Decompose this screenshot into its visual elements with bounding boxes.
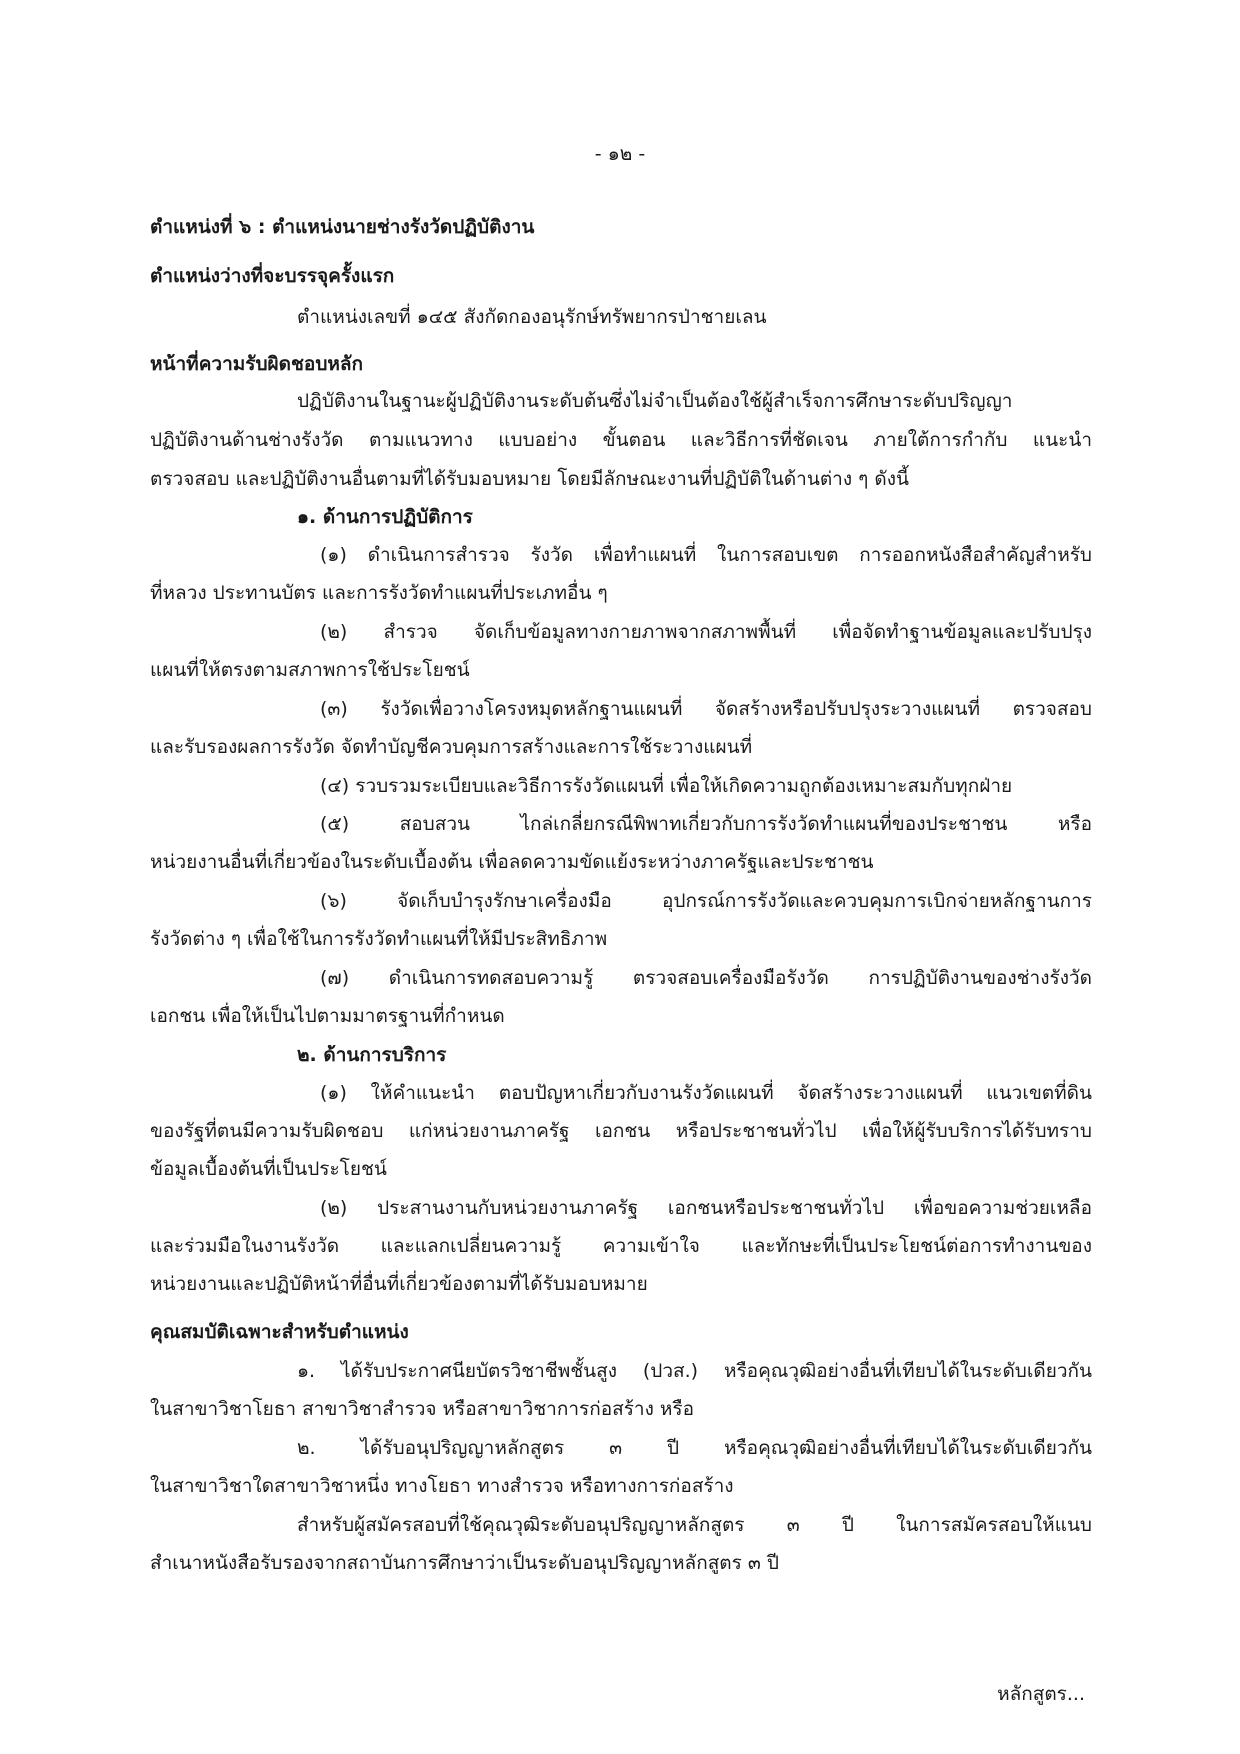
operations-item-line: หน่วยงานอื่นที่เกี่ยวข้องในระดับเบื้องต้น เพื่อลดความขัดแย้งระหว่างภาครัฐและประชาชน bbox=[150, 851, 874, 873]
operations-item-line: (๖) จัดเก็บบำรุงรักษาเครื่องมือ อุปกรณ์การรังวัดและควบคุมการเบิกจ่ายหลักฐานการ bbox=[320, 890, 1092, 912]
operations-item-line: (๒) สำรวจ จัดเก็บข้อมูลทางกายภาพจากสภาพพื้นที่ เพื่อจัดทำฐานข้อมูลและปรับปรุง bbox=[320, 621, 1092, 643]
operations-item-line: (๓) รังวัดเพื่อวางโครงหมุดหลักฐานแผนที่ จัดสร้างหรือปรับปรุงระวางแผนที่ ตรวจสอบ bbox=[320, 698, 1092, 720]
service-item-line: (๒) ประสานงานกับหน่วยงานภาครัฐ เอกชนหรือประชาชนทั่วไป เพื่อขอความช่วยเหลือ bbox=[320, 1197, 1092, 1219]
service-heading: ๒. ด้านการบริการ bbox=[297, 1044, 447, 1066]
service-item-line: และร่วมมือในงานรังวัด และแลกเปลี่ยนความรู้ ความเข้าใจ และทักษะที่เป็นประโยชน์ต่อการทำงานของ bbox=[150, 1235, 1092, 1257]
operations-item-line: รังวัดต่าง ๆ เพื่อใช้ในการรังวัดทำแผนที่ให้มีประสิทธิภาพ bbox=[150, 928, 608, 950]
qualification-line: สำหรับผู้สมัครสอบที่ใช้คุณวุฒิระดับอนุปริญญาหลักสูตร ๓ ปี ในการสมัครสอบให้แนบ bbox=[297, 1514, 1092, 1536]
qualification-line: ๑. ได้รับประกาศนียบัตรวิชาชีพชั้นสูง (ปวส.) หรือคุณวุฒิอย่างอื่นที่เทียบได้ในระดับเดียวกัน bbox=[297, 1360, 1092, 1382]
service-item-line: (๑) ให้คำแนะนำ ตอบปัญหาเกี่ยวกับงานรังวัดแผนที่ จัดสร้างระวางแผนที่ แนวเขตที่ดิน bbox=[320, 1082, 1092, 1104]
duties-heading: หน้าที่ความรับผิดชอบหลัก bbox=[150, 353, 364, 375]
qualification-line: สำเนาหนังสือรับรองจากสถาบันการศึกษาว่าเป็นระดับอนุปริญญาหลักสูตร ๓ ปี bbox=[150, 1552, 779, 1574]
service-item-line: หน่วยงานและปฏิบัติหน้าที่อื่นที่เกี่ยวข้องตามที่ได้รับมอบหมาย bbox=[150, 1273, 648, 1295]
qualification-line: ๒. ได้รับอนุปริญญาหลักสูตร ๓ ปี หรือคุณวุฒิอย่างอื่นที่เทียบได้ในระดับเดียวกัน bbox=[297, 1437, 1092, 1459]
operations-item-line: (๔) รวบรวมระเบียบและวิธีการรังวัดแผนที่ เพื่อให้เกิดความถูกต้องเหมาะสมกับทุกฝ่าย bbox=[320, 775, 1013, 797]
operations-item-line: ที่หลวง ประทานบัตร และการรังวัดทำแผนที่ประเภทอื่น ๆ bbox=[150, 582, 608, 604]
position-title: ตำแหน่งที่ ๖ : ตำแหน่งนายช่างรังวัดปฏิบัติงาน bbox=[150, 216, 535, 238]
operations-item-line: และรับรองผลการรังวัด จัดทำบัญชีควบคุมการสร้างและการใช้ระวางแผนที่ bbox=[150, 736, 753, 758]
operations-item-line: (๕) สอบสวน ไกล่เกลี่ยกรณีพิพาทเกี่ยวกับการรังวัดทำแผนที่ของประชาชน หรือ bbox=[320, 813, 1092, 835]
operations-item-line: แผนที่ให้ตรงตามสภาพการใช้ประโยชน์ bbox=[150, 659, 470, 681]
duties-intro-line: ปฏิบัติงานในฐานะผู้ปฏิบัติงานระดับต้นซึ่งไม่จำเป็นต้องใช้ผู้สำเร็จการศึกษาระดับปริญญา bbox=[297, 390, 1013, 412]
qualification-line: ในสาขาวิชาโยธา สาขาวิชาสำรวจ หรือสาขาวิชาการก่อสร้าง หรือ bbox=[150, 1398, 695, 1420]
operations-item-line: (๑) ดำเนินการสำรวจ รังวัด เพื่อทำแผนที่ ในการสอบเขต การออกหนังสือสำคัญสำหรับ bbox=[320, 544, 1092, 566]
qualifications-heading: คุณสมบัติเฉพาะสำหรับตำแหน่ง bbox=[150, 1321, 409, 1343]
operations-heading: ๑. ด้านการปฏิบัติการ bbox=[297, 506, 473, 528]
operations-item-line: เอกชน เพื่อให้เป็นไปตามมาตรฐานที่กำหนด bbox=[150, 1005, 505, 1027]
continuation-footer: หลักสูตร... bbox=[997, 1683, 1085, 1705]
duties-intro-line: ตรวจสอบ และปฏิบัติงานอื่นตามที่ได้รับมอบหมาย โดยมีลักษณะงานที่ปฏิบัติในด้านต่าง ๆ ดังนี้ bbox=[150, 468, 910, 490]
operations-item-line: (๗) ดำเนินการทดสอบความรู้ ตรวจสอบเครื่องมือรังวัด การปฏิบัติงานของช่างรังวัด bbox=[320, 967, 1092, 989]
page-number: - ๑๒ - bbox=[594, 143, 646, 165]
vacancy-heading: ตำแหน่งว่างที่จะบรรจุครั้งแรก bbox=[150, 265, 395, 287]
service-item-line: ข้อมูลเบื้องต้นที่เป็นประโยชน์ bbox=[150, 1158, 387, 1180]
vacancy-detail: ตำแหน่งเลขที่ ๑๔๕ สังกัดกองอนุรักษ์ทรัพยากรป่าชายเลน bbox=[297, 306, 767, 328]
service-item-line: ของรัฐที่ตนมีความรับผิดชอบ แก่หน่วยงานภาครัฐ เอกชน หรือประชาชนทั่วไป เพื่อให้ผู้รับบริการได้รับทราบ bbox=[150, 1120, 1092, 1142]
qualification-line: ในสาขาวิชาใดสาขาวิชาหนึ่ง ทางโยธา ทางสำรวจ หรือทางการก่อสร้าง bbox=[150, 1475, 734, 1497]
duties-intro-line: ปฏิบัติงานด้านช่างรังวัด ตามแนวทาง แบบอย่าง ขั้นตอน และวิธีการที่ชัดเจน ภายใต้การกำกับ แนะนำ bbox=[150, 429, 1092, 451]
